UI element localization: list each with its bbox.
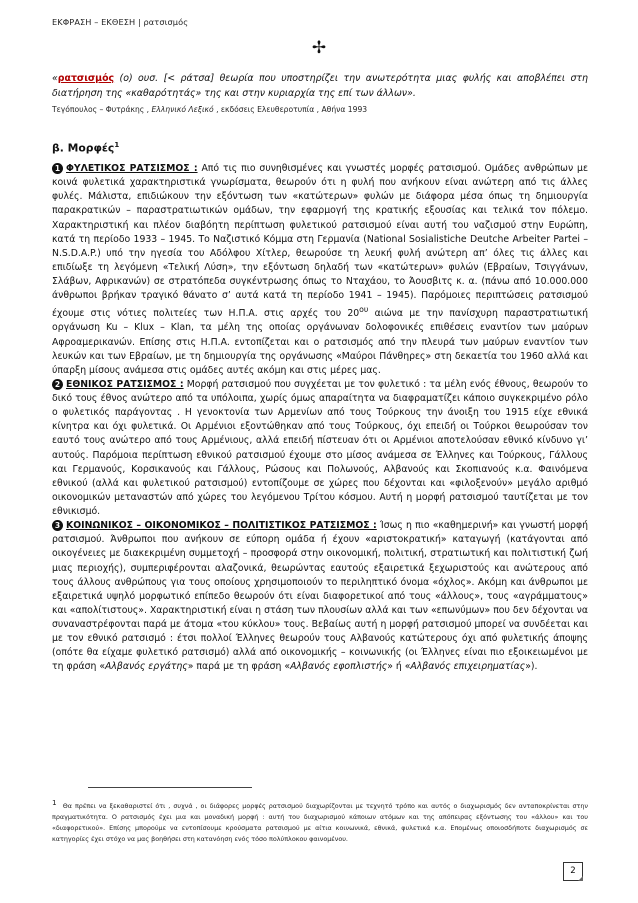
footnote-ref: 1: [114, 141, 120, 149]
main-text: [52, 162, 588, 675]
item-text-end: »).: [525, 661, 538, 673]
italic-phrase: Αλβανός εφοπλιστής: [290, 661, 388, 673]
definition-source: [52, 105, 367, 114]
italic-phrase: Αλβανός επιχειρηματίας: [410, 661, 526, 673]
italic-phrase: Αλβανός εργάτης: [105, 661, 188, 673]
footnote-divider: [88, 787, 252, 788]
source-title: Ελληνικό Λεξικό: [151, 105, 214, 114]
item-text: Μορφή ρατσισμού που συγχέεται με τον φυλετικό : τα μέλη ενός έθνους, θεωρούν το δικό τους έθνος ανώτερο από τα υπόλοιπα, χωρίς όμως απαραίτητα να διαφραματίζει κάποιο συγκεκριμένο ρόλο ο φυλετικός παράγοντας . Η γενοκτονία των Αρμενίων από τους Τούρκους την άνοιξη του 1915 είχε εθνικά κίνητρα και όχι φυλετικά. Οι Αρμένιοι εξοντώθηκαν από τους Τούρκους, όχι επειδή οι Τούρκοι θεωρούσαν τον εαυτό τους ανώτερο από τους Αρμένιους, αλλά επειδή πίστευαν ότι οι Αρμένιοι αποτελούσαν εθνικό κίνδυνο γι’ αυτούς. Παρόμοια περίπτωση εθνικού ρατσισμού έχουμε στο μίσος ανάμεσα σε Έλληνες και Τούρκους, Γάλλους και Γερμανούς, Κορσικανούς και Γάλλους, Ρώσους και Πολωνούς, Αλβανούς και Σκοπιανούς κ.α. Φαινόμενα εθνικού (αλλά και φυλετικού ρατσισμού) εντοπίζουμε σε χώρες που δέχονται και «φιλοξενούν» μεγάλο αριθμό οικονομικών μεταναστών από χώρες του λεγόμενου Τρίτου κόσμου. Αυτή η μορφή ρατσισμού ταυτίζεται με τον εθνικισμό.: [52, 378, 588, 518]
item-heading: ΚΟΙΝΩΝΙΚΟΣ – ΟΙΚΟΝΟΜΙΚΟΣ – ΠΟΛΙΤΙΣΤΙΚΟΣ ΡΑΤΣΙΣΜΟΣ :: [66, 520, 377, 532]
dictionary-definition: «ρατσισμός (ο) ουσ. [< ράτσα] θεωρία που υποστηρίζει την ανωτερότητα μιας φυλής και αποβλέπει στη διατήρηση της «καθαρότητάς» της και στην κυριαρχία της επί των άλλων».: [52, 73, 588, 99]
item-racial: [52, 162, 588, 378]
number-badge-3: 3: [52, 520, 63, 531]
running-header: ΕΚΦΡΑΣΗ – ΕΚΘΕΣΗ | ρατσισμός: [52, 17, 189, 27]
definition-text: (ο) ουσ. [< ράτσα] θεωρία που υποστηρίζει την ανωτερότητα μιας φυλής και αποβλέπει στη διατήρηση της «καθαρότητάς» της και στην κυριαρχία της επί των άλλων».: [52, 73, 588, 99]
ordinal-suffix: ου: [359, 305, 369, 315]
number-badge-2: 2: [52, 379, 63, 390]
source-author: Τεγόπουλος – Φυτράκης ,: [52, 105, 152, 114]
defined-term: ρατσισμός: [57, 73, 115, 84]
ornament-icon: ✢: [311, 38, 327, 58]
item-text-cont: αιώνα με την πανίσχυρη παραστρατιωτική οργάνωση Ku – Klux – Klan, τα μέλη της οποίας οργάνωναν δολοφονικές επιθέσεις εναντίον των μαύρων Αφροαμερικανών. Επίσης στις Η.Π.Α. εντοπίζεται και ο ρατσισμός από την πλευρά των μαύρων εναντίον των λευκών και των Εβραίων, με τη δημιουργία της οργάνωσης «Μαύροι Πάνθηρες» στη δεκαετία του 1960 αλλά και ύπαρξη μίσους ανάμεσα στις ομάδες αυτές ακόμη και στις μέρες μας.: [52, 308, 588, 376]
item-text: Από τις πιο συνηθισμένες και γνωστές μορφές ρατσισμού. Ομάδες ανθρώπων με κοινά φυλετικά χαρακτηριστικά γνωρίσματα, θεωρούν ότι η φυλή που ανήκουν είναι ανώτερη από τις άλλες φυλές. Μάλιστα, επιδιώκουν την εξόντωση των «κατώτερων» φυλών με διάφορα μέσα όπως τη δημιουργία παρακρατικών – παραστρατιωτικών ομάδων, την εφαρμογή της κρατικής εξουσίας και τελικά τον πόλεμο. Χαρακτηριστική και πλέον διαβόητη περίπτωση φυλετικού ρατσισμού είναι αυτή του ναζισμού στην Ευρώπη, κατά τη περίοδο 1933 – 1945. Το Ναζιστικό Κόμμα στη Γερμανία (National Sosialistiche Deutche Arbeiter Partei – N.S.D.A.P.) υπό την ηγεσία του Αδόλφου Χίτλερ, θεωρούσε τη λευκή φυλή ανώτερη απ’ όλες τις άλλες και επιδίωξε τη λεγόμενη «Τελική Λύση», την εξόντωση δηλαδή των «κατώτερων» φυλών (Εβραίων, Τσιγγάνων, Σλάβων, Αφρικανών) σε στρατόπεδα συγκέντρωσης όπως το Νταχάου, το Άουσβιτς κ. α. (πάνω από 10.000.000 άνθρωποι βρήκαν τραγικό θάνατο σ’ αυτά κατά τη περίοδο 1941 – 1945). Παρόμοιες περιπτώσεις ρατσισμού έχουμε στις νότιες πολιτείες των Η.Π.Α. στις αρχές του 20: [52, 163, 588, 320]
item-national: [52, 378, 588, 519]
footnote-text: Θα πρέπει να ξεκαθαριστεί ότι , συχνά , οι διάφορες μορφές ρατσισμού διαχωρίζονται με τεχνητό τρόπο και αυτός ο διαχωρισμός δεν ανταποκρίνεται στην πραγματικότητα. Ο ρατσισμός έχει μια και μοναδική μορφή : αυτή του διαχωρισμού κάποιων ατόμων και της απόπειρας εξόντωσης του «άλλου» και του «διαφορετικού». Επίσης μπορούμε να εντοπίσουμε κρούσματα ρατσισμού με αίτια κοινωνικά, εθνικά, φυλετικά κ.α. Επομένως οποιοσδήποτε διαχωρισμός σε κατηγορίες έχει στόχο να μας βοηθήσει στη κατανόηση ενός τόσο πολύπλοκου φαινομένου.: [52, 802, 588, 844]
number-badge-1: 1: [52, 163, 63, 174]
section-title: β. Μορφές: [52, 141, 115, 155]
item-social: [52, 519, 588, 674]
item-heading: ΦΥΛΕΤΙΚΟΣ ΡΑΤΣΙΣΜΟΣ :: [66, 163, 198, 174]
section-heading: [52, 141, 119, 155]
source-rest: , εκδόσεις Ελευθεροτυπία , Αθήνα 1993: [213, 105, 368, 114]
page-number: 2: [563, 862, 583, 881]
item-text: Ίσως η πιο «καθημερινή» και γνωστή μορφή ρατσισμού. Άνθρωποι που ανήκουν σε εύπορη ομάδα ή έχουν «αριστοκρατική» καταγωγή (κατάγονται από οικογένειες με διακεκριμένη συμμετοχή – προσφορά στην οικονομική, πολιτική, στρατιωτική και πολιτιστική ζωή μιας περιοχής), συμπεριφέρονται αλαζονικά, θεωρώντας εαυτούς εξαιρετικά ξεχωριστούς και ανώτερους από τους άλλους ανθρώπους για τους οποίους χρησιμοποιούν το περιληπτικό όνομα «όχλος». Ακόμη και άνθρωποι με εξαιρετικά υψηλό μορφωτικό επίπεδο θεωρούν ότι είναι διαφορετικοί από τους «άλλους», τους «αγράμματους» και «απολίτιστους». Χαρακτηριστική είναι η στάση των πλουσίων αλλά και των «επωνύμων» που δεν δέχονται να συναναστρέφονται παρά με άτομα «του κύκλου» τους. Βεβαίως αυτή η μορφή ρατσισμού μπορεί να συνδέεται και με τον εθνικό ρατσισμό : έτσι πολλοί Έλληνες θεωρούν τους Αλβανούς κατώτερους όχι από φυλετικής άποψης (οπότε θα είχαμε φυλετικό ρατσισμό) αλλά από οικονομικής – κοινωνικής (οι Έλληνες είναι πιο εξοικειωμένοι με τη φράση «: [52, 520, 588, 673]
footnote: [52, 797, 588, 846]
item-text-mid: » παρά με τη φράση «: [187, 661, 291, 673]
item-text-mid2: » ή «: [387, 661, 411, 673]
footnote-number: 1: [52, 798, 57, 807]
item-heading: ΕΘΝΙΚΟΣ ΡΑΤΣΙΣΜΟΣ :: [66, 378, 184, 390]
